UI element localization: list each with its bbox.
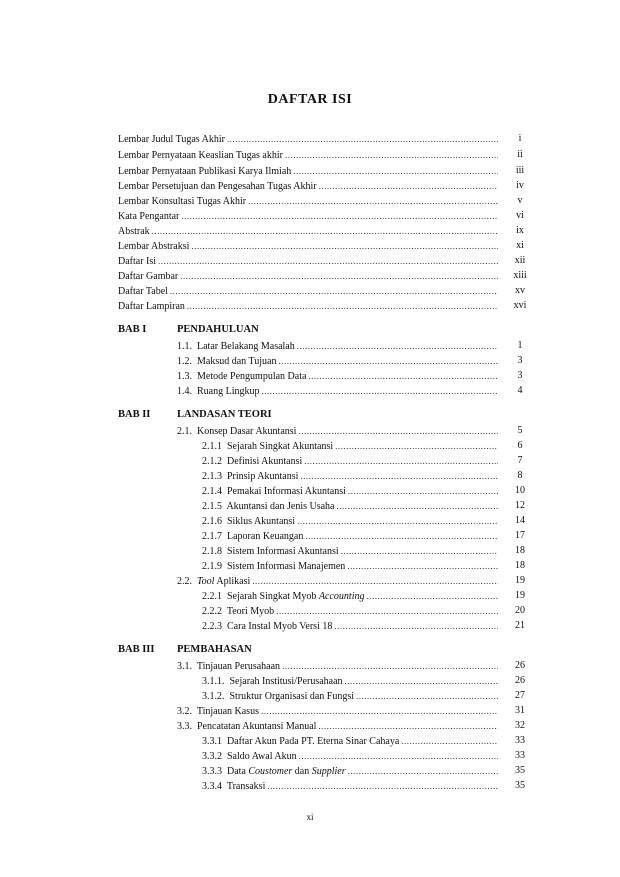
toc-entry: Lembar Konsultasi Tugas Akhir .....: [118, 194, 500, 208]
toc-page: 17: [515, 530, 525, 541]
toc-page: 19: [515, 590, 525, 601]
toc-entry: 1.2. Maksud dan Tujuan .....: [177, 354, 500, 368]
toc-entry: Daftar Isi .....: [118, 254, 500, 268]
toc-page: 33: [515, 750, 525, 761]
toc-entry: 2.1.9 Sistem Informasi Manajemen .....: [202, 559, 500, 573]
toc-entry: 3.2. Tinjauan Kasus .....: [177, 704, 500, 718]
toc-entry: 2.1. Konsep Dasar Akuntansi .....: [177, 424, 500, 438]
toc-entry: 2.1.6 Siklus Akuntansi .....: [202, 514, 500, 528]
toc-entry: Abstrak .....: [118, 224, 500, 238]
toc-entry: 3.3.1 Daftar Akun Pada PT. Eterna Sinar Cahaya .....: [202, 734, 500, 748]
chapter-number: BAB II: [118, 409, 151, 420]
chapter-title: LANDASAN TEORI: [177, 409, 272, 420]
toc-entry: Lembar Persetujuan dan Pengesahan Tugas Akhir .....: [118, 179, 500, 193]
toc-page: 4: [517, 385, 523, 396]
toc-page: xii: [514, 255, 526, 266]
toc-entry: 2.1.8 Sistem Informasi Akuntansi .....: [202, 544, 500, 558]
page-number: xi: [306, 812, 314, 822]
toc-page: 19: [515, 575, 525, 586]
toc-page: 35: [515, 780, 525, 791]
toc-entry: 3.3.3 Data Coustomer dan Supplier .....: [202, 764, 500, 778]
toc-entry: 2.2.2 Teori Myob .....: [202, 604, 500, 618]
chapter-title: PENDAHULUAN: [177, 324, 259, 335]
toc-entry: 2.1.1 Sejarah Singkat Akuntansi .....: [202, 439, 500, 453]
toc-entry: 3.3.2 Saldo Awal Akun .....: [202, 749, 500, 763]
toc-entry: 2.2. Tool Aplikasi .....: [177, 574, 500, 588]
toc-entry: Lembar Pernyataan Keaslian Tugas akhir .....: [118, 148, 500, 162]
toc-entry: 1.1. Latar Belakang Masalah .....: [177, 339, 500, 353]
toc-entry: 2.1.2 Definisi Akuntansi .....: [202, 454, 500, 468]
toc-entry: 3.1. Tinjauan Perusahaan .....: [177, 659, 500, 673]
toc-entry: 3.1.2. Struktur Organisasi dan Fungsi .....: [202, 689, 500, 703]
toc-page: 1: [517, 340, 523, 351]
toc-page: 33: [515, 735, 525, 746]
toc-page: xiii: [513, 270, 527, 281]
toc-page: 31: [515, 705, 525, 716]
toc-page: 3: [517, 370, 523, 381]
chapter-number: BAB III: [118, 644, 155, 655]
toc-page: 18: [515, 560, 525, 571]
toc-page: xvi: [513, 300, 527, 311]
toc-page: 14: [515, 515, 525, 526]
toc-entry: 2.1.5 Akuntansi dan Jenis Usaha .....: [202, 499, 500, 513]
toc-entry: 3.3.4 Transaksi .....: [202, 779, 500, 793]
toc-page: ix: [516, 225, 524, 236]
toc-page: xv: [515, 285, 525, 296]
toc-entry: 2.2.3 Cara Instal Myob Versi 18 .....: [202, 619, 500, 633]
toc-page: 5: [517, 425, 523, 436]
toc-entry: Kata Pengantar .....: [118, 209, 500, 223]
toc-page: xi: [516, 240, 524, 251]
toc-entry: 1.3. Metode Pengumpulan Data .....: [177, 369, 500, 383]
chapter-number: BAB I: [118, 324, 147, 335]
toc-entry: 2.1.4 Pemakai Informasi Akuntansi .....: [202, 484, 500, 498]
toc-page: 18: [515, 545, 525, 556]
toc-entry: Daftar Tabel .....: [118, 284, 500, 298]
toc-page: ii: [517, 149, 523, 160]
toc-page: v: [517, 195, 523, 206]
toc-entry: 2.2.1 Sejarah Singkat Myob Accounting .....: [202, 589, 500, 603]
toc-entry: Daftar Lampiran .....: [118, 299, 500, 313]
toc-page: 6: [517, 440, 523, 451]
toc-page: 7: [517, 455, 523, 466]
toc-page: 10: [515, 485, 525, 496]
toc-entry: Lembar Pernyataan Publikasi Karya Ilmiah .....: [118, 164, 500, 178]
toc-entry: 2.1.3 Prinsip Akuntansi .....: [202, 469, 500, 483]
toc-entry: Lembar Abstraksi .....: [118, 239, 500, 253]
toc-page: 21: [515, 620, 525, 631]
toc-page: iv: [516, 180, 524, 191]
toc-page: vi: [516, 210, 524, 221]
toc-entry: Lembar Judul Tugas Akhir .....: [118, 132, 500, 146]
toc-page: 35: [515, 765, 525, 776]
toc-entry: 2.1.7 Laporan Keuangan .....: [202, 529, 500, 543]
toc-page: 3: [517, 355, 523, 366]
chapter-title: PEMBAHASAN: [177, 644, 252, 655]
toc-page: iii: [515, 165, 525, 176]
toc-page: 26: [515, 675, 525, 686]
toc-page: 20: [515, 605, 525, 616]
toc-page: i: [518, 133, 522, 144]
toc-entry: Daftar Gambar .....: [118, 269, 500, 283]
toc-page: 32: [515, 720, 525, 731]
toc-entry: 3.3. Pencatatan Akuntansi Manual .....: [177, 719, 500, 733]
toc-page: 27: [515, 690, 525, 701]
toc-entry: 3.1.1. Sejarah Institusi/Perusahaan .....: [202, 674, 500, 688]
toc-page: 26: [515, 660, 525, 671]
toc-page: 8: [517, 470, 523, 481]
toc-page: 12: [515, 500, 525, 511]
toc-entry: 1.4. Ruang Lingkup .....: [177, 384, 500, 398]
page-title: DAFTAR ISI: [267, 92, 353, 107]
